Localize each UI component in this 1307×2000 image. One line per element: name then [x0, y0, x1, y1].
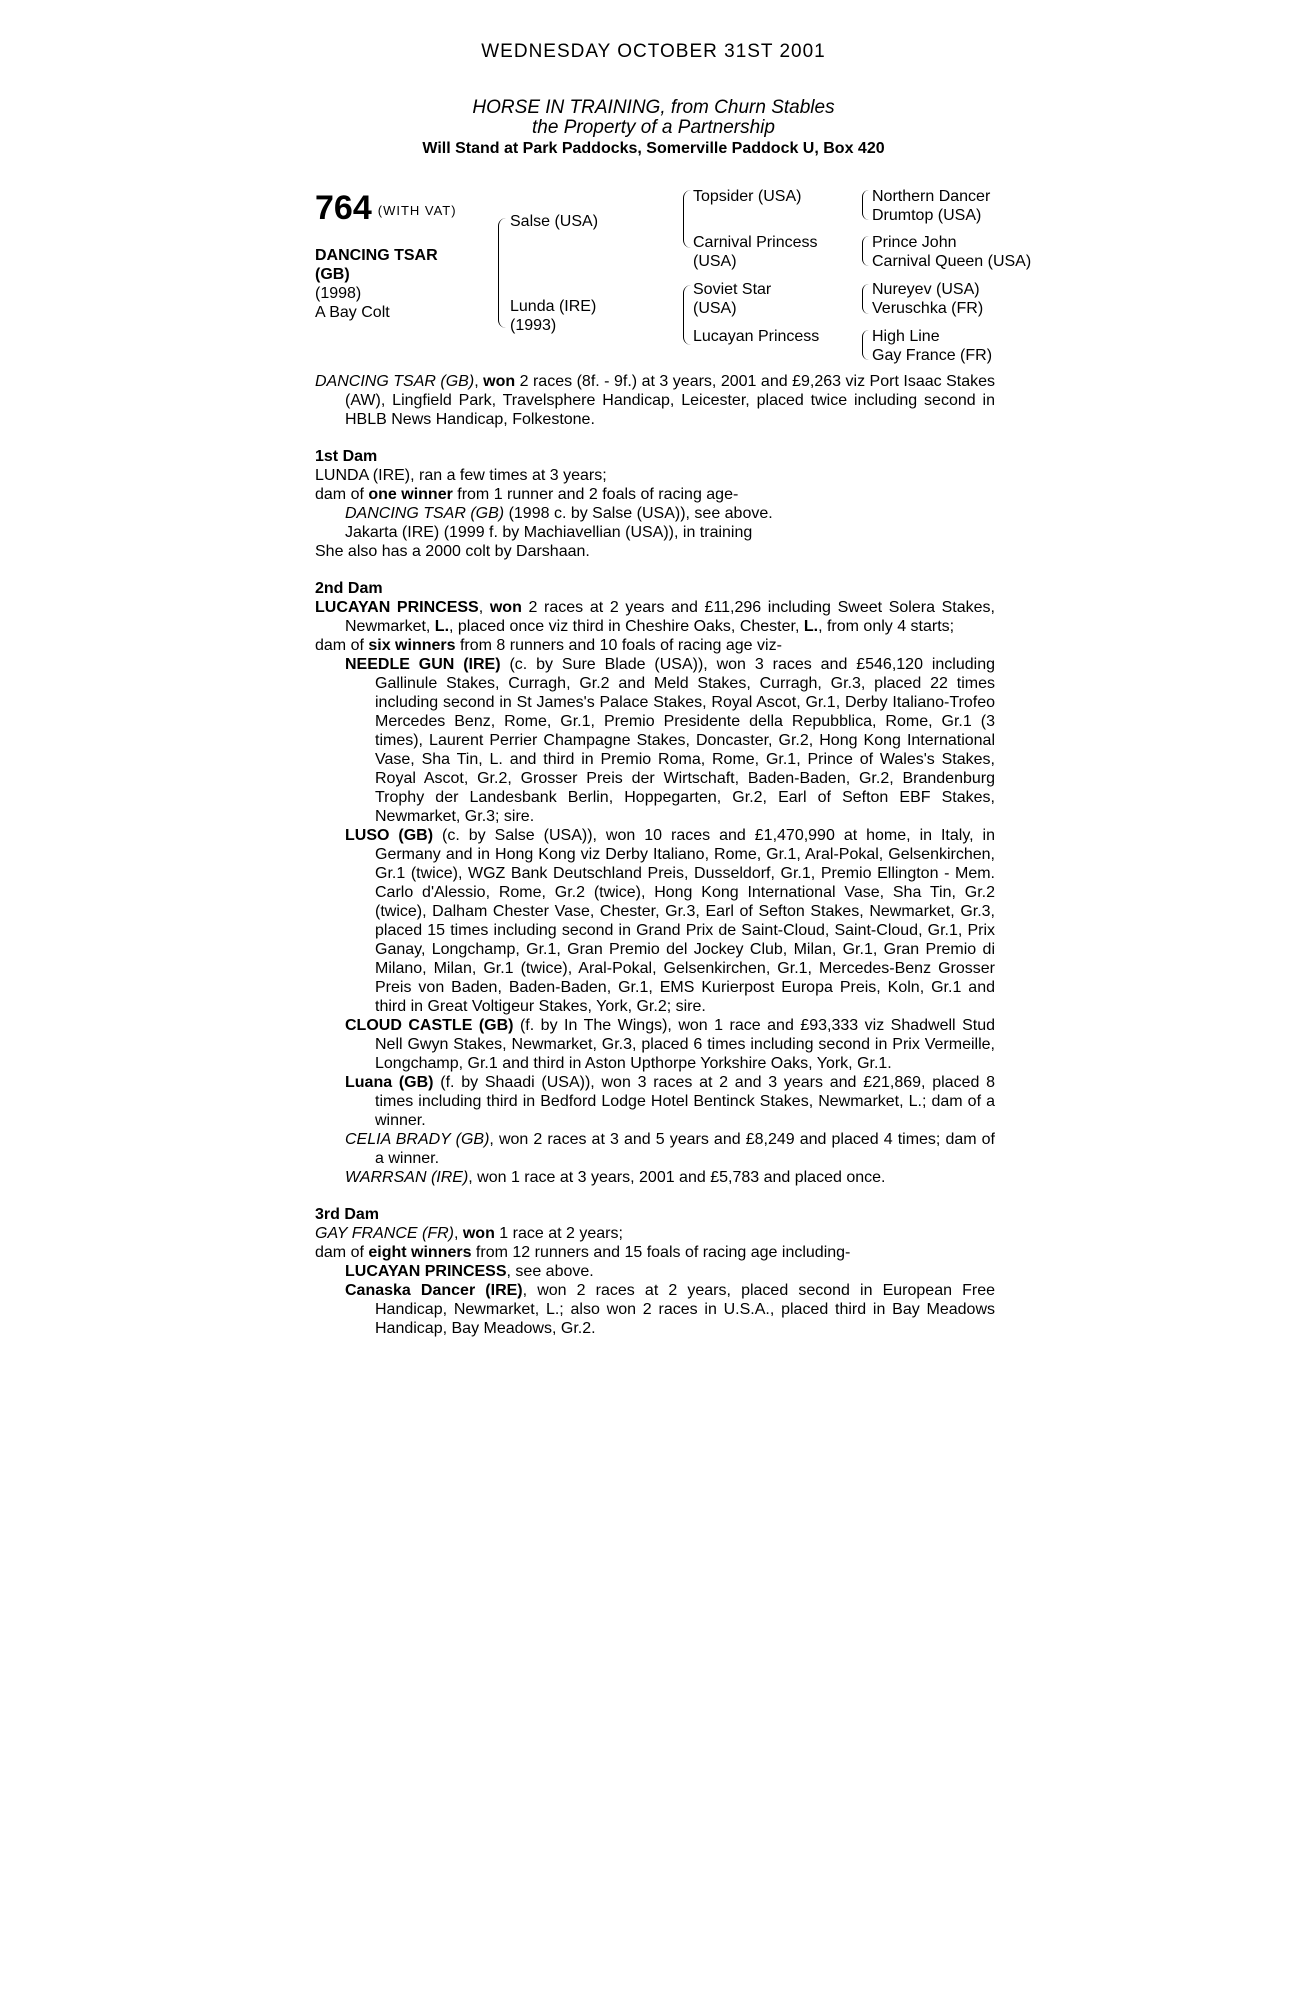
text-run: from 1 runner and 2 foals of racing age-	[452, 486, 739, 503]
pedigree-dam	[510, 297, 596, 335]
pedigree-dam-dam: Lucayan Princess	[693, 328, 820, 345]
first-dam-line2	[315, 485, 995, 504]
celia-brady-entry	[315, 1130, 995, 1168]
text-run: from 12 runners and 15 foals of racing age including-	[471, 1244, 851, 1261]
pedigree-dsd: Veruschka (FR)	[872, 300, 984, 317]
pedigree-brace-ss	[862, 190, 869, 220]
consignor-line: HORSE IN TRAINING, from Churn Stables	[472, 97, 835, 118]
text-run: 1 race at 2 years;	[494, 1225, 623, 1242]
text-run: six winners	[368, 637, 456, 654]
text-run: CELIA BRADY (GB)	[345, 1131, 490, 1148]
pedigree-ddd: Gay France (FR)	[872, 347, 993, 364]
pedigree-brace-dd	[862, 330, 869, 360]
pedigree-sss: Northern Dancer	[872, 188, 991, 205]
first-dam-line4: Jakarta (IRE) (1999 f. by Machiavellian (USA)), in training	[345, 524, 753, 541]
text-run: dam of	[315, 1244, 369, 1261]
text-run: one winner	[368, 486, 453, 503]
sale-date: WEDNESDAY OCTOBER 31ST 2001	[481, 41, 826, 62]
text-run: L.	[434, 618, 450, 635]
pedigree-sire-sire: Topsider (USA)	[693, 188, 802, 205]
pedigree-brace-sd	[862, 236, 869, 266]
text-run: , won 1 race at 3 years, 2001 and £5,783 and placed once.	[468, 1169, 886, 1186]
text-run: eight winners	[368, 1244, 472, 1261]
luso-entry	[315, 826, 995, 1016]
text-run: DANCING TSAR (GB)	[345, 505, 505, 522]
third-dam-line1: GAY FRANCE (FR), won 1 race at 2 years;	[315, 1225, 623, 1242]
pedigree-dam-line1: Lunda (IRE)	[510, 298, 597, 315]
text-run: NEEDLE GUN (IRE)	[345, 656, 501, 673]
pedigree-sds: Prince John	[872, 234, 957, 251]
pedigree-dam-sire-line2: (USA)	[693, 300, 737, 317]
needle-gun-entry	[315, 655, 995, 826]
text-run: CLOUD CASTLE (GB)	[345, 1017, 514, 1034]
third-dam-line2	[315, 1243, 995, 1262]
intro-won: won	[483, 373, 516, 390]
first-dam-line3	[315, 504, 995, 523]
intro-text: 2 races (8f. - 9f.) at 3 years, 2001 and £9,263 viz Port Isaac Stakes (AW), Lingfield Park, Travelsphere Handicap, Leicester, placed twice including second in HBLB News Handicap, Folkestone.	[345, 373, 996, 428]
pedigree-dds: High Line	[872, 328, 940, 345]
text-run: dam of	[315, 637, 369, 654]
second-dam-line1: LUCAYAN PRINCESS, won 2 races at 2 years and £11,296 including Sweet Solera Stakes, Newmarket, L., placed once viz third in Cheshire Oaks, Chester, L., from only 4 starts;	[315, 599, 995, 635]
text-run: LUCAYAN PRINCESS	[345, 1263, 507, 1280]
pedigree-sdd: Carnival Queen (USA)	[872, 253, 1032, 270]
text-run: dam of	[315, 486, 369, 503]
text-run: , won 2 races at 3 and 5 years and £8,249 and placed 4 times; dam of a winner.	[375, 1131, 995, 1167]
text-run: WARRSAN (IRE)	[345, 1169, 469, 1186]
horse-description: A Bay Colt	[315, 304, 390, 321]
pedigree-dam-sire-line1: Soviet Star	[693, 281, 772, 298]
first-dam-heading: 1st Dam	[315, 448, 378, 465]
first-dam-line5: She also has a 2000 colt by Darshaan.	[315, 543, 590, 560]
vat-note: (WITH VAT)	[377, 203, 457, 218]
text-run: (c. by Salse (USA)), won 10 races and £1,470,990 at home, in Italy, in Germany and in Hong Kong viz Derby Italiano, Rome, Gr.1, Aral-Pokal, Gelsenkirchen, Gr.1 (twice), WGZ Bank Deutschland Preis, Dusseldorf, Gr.1, Premio Ellington - Mem. Carlo d'Alessio, Rome, Gr.2 (twice), Hong Kong International Vase, Sha Tin, Gr.2 (twice), Dalham Chester Vase, Chester, Gr.3, Earl of Sefton Stakes, Newmarket, Gr.3, placed 15 times including second in Grand Prix de Saint-Cloud, Saint-Cloud, Gr.1, Prix Ganay, Longchamp, Gr.1, Gran Premio del Jockey Club, Milan, Gr.1, Gran Premio di Milano, Milan, Gr.1 (twice), Aral-Pokal, Gelsenkirchen, Gr.1, Mercedes-Benz Grosser Preis von Baden, Baden-Baden, Gr.1, EMS Kurierpost Europa Preis, Koln, Gr.1 and third in Great Voltigeur Stakes, York, Gr.2; sire.	[375, 827, 996, 1015]
pedigree-ssd: Drumtop (USA)	[872, 207, 982, 224]
text-run: won	[489, 599, 522, 616]
warrsan-entry	[315, 1168, 995, 1187]
pedigree-sire-dam-line1: Carnival Princess	[693, 234, 818, 251]
foaling-year: (1998)	[315, 285, 362, 302]
intro-paragraph: DANCING TSAR (GB), won 2 races (8f. - 9f.) at 3 years, 2001 and £9,263 viz Port Isaac Stakes (AW), Lingfield Park, Travelsphere Handicap, Leicester, placed twice including second in HBLB News Handicap, Folkestone.	[315, 373, 996, 428]
text-run: from 8 runners and 10 foals of racing age viz-	[455, 637, 782, 654]
text-run: LUCAYAN PRINCESS	[315, 599, 479, 616]
lucayan-entry	[315, 1262, 995, 1281]
lot-number: 764	[315, 189, 372, 227]
pedigree-dam-sire	[693, 280, 771, 318]
text-run: LUSO (GB)	[345, 827, 434, 844]
canaska-entry	[315, 1281, 995, 1338]
owner-line: the Property of a Partnership	[532, 117, 775, 138]
pedigree-sire-dam	[693, 233, 817, 271]
text-run: (f. by Shaadi (USA)), won 3 races at 2 and 3 years and £21,869, placed 8 times including third in Bedford Lodge Hotel Bentinck Stakes, Newmarket, L.; dam of a winner.	[375, 1074, 996, 1129]
second-dam-line2	[315, 636, 995, 655]
horse-name-line2: (GB)	[315, 266, 350, 283]
location-line: Will Stand at Park Paddocks, Somerville Paddock U, Box 420	[422, 140, 885, 157]
text-run: Canaska Dancer (IRE)	[345, 1282, 523, 1299]
catalogue-body	[315, 372, 995, 1338]
pedigree-dam-line2: (1993)	[510, 317, 557, 334]
pedigree-brace-main	[498, 218, 509, 328]
text-run: , won 2 races at 2 years, placed second in European Free Handicap, Newmarket, L.; also won 2 races in U.S.A., placed third in Bay Meadows Handicap, Bay Meadows, Gr.2.	[375, 1282, 996, 1337]
pedigree-brace-dam	[683, 285, 692, 345]
third-dam-heading: 3rd Dam	[315, 1206, 380, 1223]
text-run: 2 races at 2 years and £11,296 including Sweet Solera Stakes, Newmarket,	[345, 599, 995, 635]
text-run: , see above.	[506, 1263, 594, 1280]
pedigree-brace-sire	[683, 190, 692, 248]
cloud-castle-entry	[315, 1016, 995, 1073]
text-run: (1998 c. by Salse (USA)), see above.	[504, 505, 773, 522]
text-run: (c. by Sure Blade (USA)), won 3 races and £546,120 including Gallinule Stakes, Curragh, Gr.2 and Meld Stakes, Curragh, Gr.3, placed 22 times including second in St James's Palace Stakes, Royal Ascot, Gr.1, Derby Italiano-Trofeo Mercedes Benz, Rome, Gr.1, Premio Presidente della Repubblica, Rome, Gr.1 (3 times), Laurent Perrier Champagne Stakes, Doncaster, Gr.2, Hong Kong International Vase, Sha Tin, L. and third in Premio Roma, Rome, Gr.1, Prince of Wales's Stakes, Royal Ascot, Gr.2, Grosser Preis der Wirtschaft, Baden-Baden, Gr.2, Brandenburg Trophy der Landesbank Berlin, Hoppegarten, Gr.2, Earl of Sefton EBF Stakes, Newmarket, Gr.3; sire.	[375, 656, 996, 825]
text-run: L.	[803, 618, 819, 635]
text-run: , from only 4 starts;	[818, 618, 955, 635]
text-run: GAY FRANCE (FR)	[315, 1225, 454, 1242]
first-dam-line1: LUNDA (IRE), ran a few times at 3 years;	[315, 467, 607, 484]
pedigree-brace-ds	[862, 284, 869, 314]
pedigree-sire: Salse (USA)	[510, 213, 599, 230]
horse-name	[315, 246, 475, 284]
intro-horse-name: DANCING TSAR (GB)	[315, 373, 475, 390]
text-run: , placed once viz third in Cheshire Oaks, Chester,	[449, 618, 804, 635]
text-run: won	[462, 1225, 495, 1242]
text-run: (f. by In The Wings), won 1 race and £93,333 viz Shadwell Stud Nell Gwyn Stakes, Newmarket, Gr.3, placed 6 times including second in Prix Vermeille, Longchamp, Gr.1 and third in Aston Upthorpe Yorkshire Oaks, York, Gr.1.	[375, 1017, 995, 1072]
sale-header	[0, 98, 1307, 160]
lot-block	[315, 190, 475, 322]
text-run: Luana (GB)	[345, 1074, 434, 1091]
horse-name-line1: DANCING TSAR	[315, 247, 438, 264]
luana-entry	[315, 1073, 995, 1130]
pedigree-sire-dam-line2: (USA)	[693, 253, 737, 270]
second-dam-heading: 2nd Dam	[315, 580, 383, 597]
pedigree-dss: Nureyev (USA)	[872, 281, 980, 298]
